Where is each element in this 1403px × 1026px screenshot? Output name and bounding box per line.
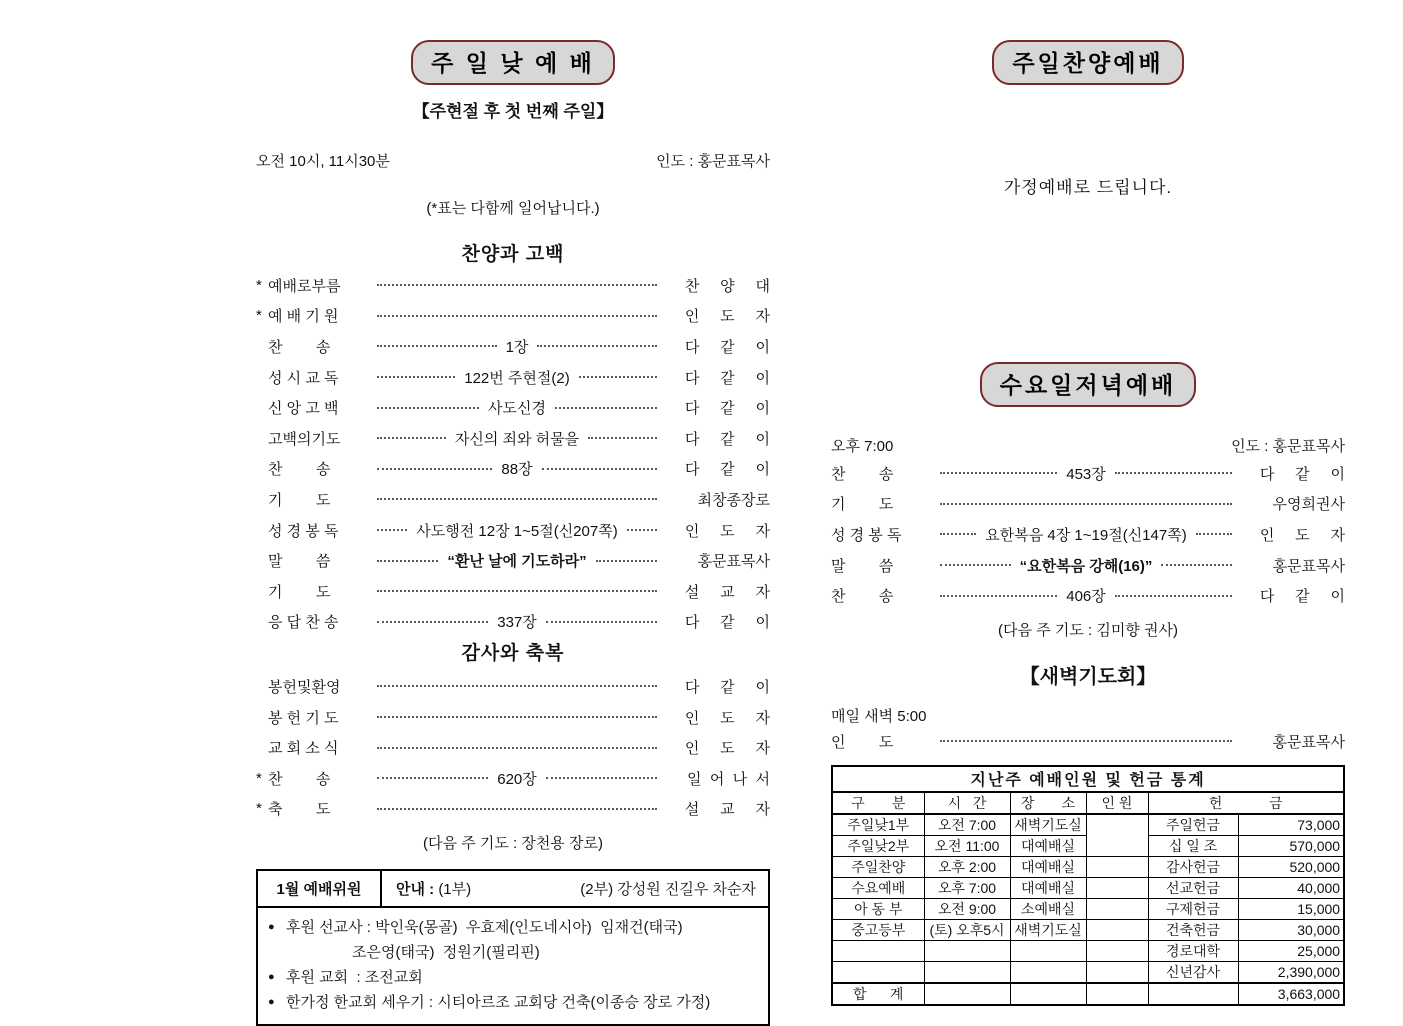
dotted-leader: [377, 777, 488, 779]
service-row: [256, 671, 770, 702]
service-item-label: 성 시 교 독: [268, 369, 339, 387]
dotted-leader: [940, 533, 976, 535]
next-week-prayer-note: (다음 주 기도 : 김미향 권사): [998, 621, 1178, 639]
service-row: [256, 301, 770, 332]
dotted-leader: [940, 740, 1232, 742]
stand-note: (*표는 다함께 일어납니다.): [426, 200, 600, 217]
col-header-time: 시 간: [924, 792, 1010, 814]
cell-offering-amount: 2,390,000: [1238, 961, 1344, 983]
service-item-content: 사도신경: [488, 400, 546, 418]
committee-month-title: 1월 예배위원: [258, 871, 382, 906]
sermon-title: “요한복음 강해(16)”: [1019, 557, 1153, 575]
table-header-row: [832, 792, 1344, 814]
dotted-leader: [377, 747, 657, 749]
service-row: [831, 726, 1345, 757]
service-item-label: 말 씀: [831, 557, 894, 575]
service-row: [256, 362, 770, 393]
section-thanks-blessing: 감사와 축복: [461, 643, 565, 665]
cell-division: [832, 940, 924, 961]
bullet-icon: ●: [268, 971, 275, 984]
service-item-content: 122번 주현절(2): [464, 369, 570, 387]
service-item-label: 기 도: [831, 496, 894, 514]
dotted-leader: [377, 407, 479, 409]
cell-place: [1010, 983, 1086, 1005]
cell-division: [832, 961, 924, 983]
cell-place: 대예배실: [1010, 856, 1086, 877]
dotted-leader: [377, 808, 657, 810]
cell-time: 오후 2:00: [924, 856, 1010, 877]
cell-place: 새벽기도실: [1010, 814, 1086, 836]
service-item-performer: 우영희권사: [1272, 496, 1345, 514]
cell-count: [1086, 919, 1148, 940]
cell-time: [924, 983, 1010, 1005]
table-row: [832, 814, 1344, 836]
service-item-performer: 인 도 자: [1259, 526, 1345, 544]
committee-guide-cell: [382, 871, 768, 906]
service-item-label: 축 도: [268, 801, 331, 819]
table-row: [832, 940, 1344, 961]
table-total-row: [832, 983, 1344, 1005]
dotted-leader: [1115, 472, 1232, 474]
service-item-performer: 다 같 이: [684, 400, 770, 418]
dotted-leader: [377, 345, 497, 347]
service-item-content: 자신의 죄와 허물을: [454, 430, 580, 448]
committee-line-text: 한가정 한교회 세우기 : 시티아르조 교회당 건축(이종승 장로 가정): [286, 994, 711, 1012]
cell-division: 수요예배: [832, 877, 924, 898]
liturgical-week-subtitle: 【주현절 후 첫 번째 주일】: [412, 102, 614, 121]
cell-total-label: 합 계: [832, 983, 924, 1005]
dotted-leader: [377, 315, 657, 317]
cell-offering-name: 십 일 조: [1148, 835, 1238, 856]
sunday-day-title-wrap: [256, 40, 770, 85]
cell-offering-name: 구제헌금: [1148, 898, 1238, 919]
service-item-label: 기 도: [268, 491, 331, 509]
cell-place: [1010, 940, 1086, 961]
service-item-performer: 일 어 나 서: [687, 770, 770, 788]
dotted-leader: [1115, 595, 1232, 597]
dotted-leader: [377, 468, 492, 470]
service-item-label: 찬 송: [268, 461, 331, 479]
sermon-title: “환난 날에 기도하라”: [447, 553, 587, 571]
cell-offering-amount: 30,000: [1238, 919, 1344, 940]
service-item-label: 봉헌및환영: [268, 678, 341, 696]
dotted-leader: [377, 560, 438, 562]
cell-division: 아 동 부: [832, 898, 924, 919]
service-row: [256, 702, 770, 733]
guide-part-first: [396, 878, 471, 899]
service-row: [256, 607, 770, 638]
stand-marker: *: [256, 307, 262, 325]
cell-time: 오전 7:00: [924, 814, 1010, 836]
col-header-place: 장 소: [1010, 792, 1086, 814]
service-row: [256, 392, 770, 423]
service-item-performer: 다 같 이: [684, 614, 770, 632]
committee-line: [268, 965, 760, 990]
dotted-leader: [555, 407, 657, 409]
sunday-day-service-column: [256, 40, 770, 1026]
service-item-label: 신 앙 고 백: [268, 400, 339, 418]
dotted-leader: [627, 529, 657, 531]
cell-offering-amount: 15,000: [1238, 898, 1344, 919]
cell-place: [1010, 961, 1086, 983]
sunday-day-service-title: 주 일 낮 예 배: [411, 40, 615, 85]
service-item-performer: 다 같 이: [1259, 588, 1345, 606]
cell-division: 중고등부: [832, 919, 924, 940]
dotted-leader: [940, 503, 1232, 505]
table-row: [832, 961, 1344, 983]
table-title: 지난주 예배인원 및 헌금 통계: [832, 766, 1344, 792]
committee-line: [268, 915, 760, 940]
service-item-content: 요한복음 4장 1~19절(신147쪽): [985, 526, 1187, 544]
dotted-leader: [377, 529, 407, 531]
service-item-label: 응 답 찬 송: [268, 614, 339, 632]
dotted-leader: [377, 284, 657, 286]
right-column: [831, 40, 1345, 1006]
committee-line-text: 후원 교회 : 조전교회: [286, 969, 423, 987]
dotted-leader: [588, 437, 657, 439]
cell-offering-name: 신년감사: [1148, 961, 1238, 983]
service-item-performer: 다 같 이: [684, 461, 770, 479]
dotted-leader: [1161, 564, 1232, 566]
cell-division: 주일낮2부: [832, 835, 924, 856]
cell-offering-amount: 40,000: [1238, 877, 1344, 898]
cell-offering-amount: 73,000: [1238, 814, 1344, 836]
cell-place: 소예배실: [1010, 898, 1086, 919]
cell-offering-name: 주일헌금: [1148, 814, 1238, 836]
cell-total-amount: 3,663,000: [1238, 983, 1344, 1005]
cell-offering-name: [1148, 983, 1238, 1005]
service-item-content: 620장: [497, 770, 537, 788]
service-item-label: 찬 송: [831, 465, 894, 483]
service-item-label: 고백의기도: [268, 430, 341, 448]
stand-marker: *: [256, 276, 262, 294]
service-item-performer: 다 같 이: [684, 678, 770, 696]
wednesday-service-time: 오후 7:00: [831, 438, 894, 455]
cell-offering-name: 감사헌금: [1148, 856, 1238, 877]
guide-second-service: (2부) 강성원 진길우 차순자: [580, 881, 756, 899]
dawn-prayer-time: 매일 새벽 5:00: [831, 707, 927, 725]
sunday-praise-service-title: 주일찬양예배: [992, 40, 1183, 85]
service-item-label: 찬 송: [268, 770, 331, 788]
cell-time: 오전 9:00: [924, 898, 1010, 919]
table-row: [832, 877, 1344, 898]
dotted-leader: [596, 560, 657, 562]
guide-label: 안내 :: [396, 881, 439, 899]
cell-count: [1086, 814, 1148, 857]
cell-place: 새벽기도실: [1010, 919, 1086, 940]
dotted-leader: [377, 685, 657, 687]
cell-offering-amount: 570,000: [1238, 835, 1344, 856]
cell-offering-name: 경로대학: [1148, 940, 1238, 961]
service-item-performer: 인 도 자: [684, 308, 770, 326]
section-praise-confession: 찬양과 고백: [461, 244, 565, 265]
service-item-performer: 홍문표목사: [697, 553, 771, 571]
service-item-performer: 설 교 자: [684, 583, 770, 601]
service-leader: 인도 : 홍문표목사: [656, 153, 770, 170]
cell-count: [1086, 961, 1148, 983]
service-item-performer: 설 교 자: [684, 801, 770, 819]
guide-first-service: (1부): [438, 881, 472, 899]
cell-offering-name: 선교헌금: [1148, 877, 1238, 898]
cell-count: [1086, 856, 1148, 877]
service-row: [256, 331, 770, 362]
cell-count: [1086, 877, 1148, 898]
dotted-leader: [377, 621, 488, 623]
service-item-content: 453장: [1066, 465, 1106, 483]
service-row: [256, 763, 770, 794]
service-row-sermon: [831, 550, 1345, 581]
dotted-leader: [377, 437, 446, 439]
dawn-prayer-title: 【새벽기도회】: [1019, 665, 1157, 688]
service-item-label: 인 도: [831, 733, 894, 751]
cell-time: (토) 오후5시: [924, 919, 1010, 940]
table-row: [832, 898, 1344, 919]
col-header-count: 인 원: [1086, 792, 1148, 814]
wednesday-evening-service-title: 수요일저녁예배: [980, 362, 1197, 407]
bullet-icon: ●: [268, 921, 275, 934]
dotted-leader: [377, 716, 657, 718]
service-row: [256, 576, 770, 607]
dotted-leader: [537, 345, 657, 347]
service-item-label: 교 회 소 식: [268, 740, 339, 758]
cell-count: [1086, 983, 1148, 1005]
table-row: [832, 919, 1344, 940]
service-item-label: 찬 송: [268, 338, 331, 356]
service-row: [831, 458, 1345, 489]
dotted-leader: [940, 472, 1057, 474]
service-item-performer: 다 같 이: [684, 430, 771, 448]
service-item-performer: 홍문표목사: [1272, 557, 1346, 575]
dotted-leader: [579, 376, 657, 378]
service-item-content: 337장: [497, 614, 537, 632]
committee-body: [258, 908, 768, 1024]
committee-line-text: 조은영(태국) 정원기(필리핀): [352, 944, 540, 962]
service-item-label: 봉 헌 기 도: [268, 709, 339, 727]
dotted-leader: [377, 376, 455, 378]
cell-time: 오후 7:00: [924, 877, 1010, 898]
cell-division: 주일찬양: [832, 856, 924, 877]
dotted-leader: [940, 595, 1057, 597]
col-header-offering: 헌 금: [1148, 792, 1344, 814]
table-title-row: [832, 766, 1344, 792]
committee-line-text: 후원 선교사 : 박인욱(몽골) 우효제(인도네시아) 임재건(태국): [286, 919, 683, 937]
service-item-performer: 최창종장로: [697, 491, 770, 509]
dotted-leader: [940, 564, 1011, 566]
service-item-content: 사도행전 12장 1~5절(신207쪽): [416, 522, 618, 540]
dotted-leader: [377, 590, 657, 592]
dotted-leader: [542, 468, 657, 470]
service-item-label: 예 배 기 원: [268, 308, 339, 326]
wednesday-service-leader: 인도 : 홍문표목사: [1231, 438, 1345, 455]
attendance-offering-table: [831, 765, 1345, 1006]
service-item-performer: 다 같 이: [684, 369, 770, 387]
cell-division: 주일낮1부: [832, 814, 924, 836]
committee-line: [268, 990, 760, 1015]
service-item-label: 찬 송: [831, 588, 894, 606]
service-item-performer: 찬 양 대: [684, 277, 770, 295]
dotted-leader: [546, 621, 657, 623]
wednesday-time-leader-row: [831, 435, 1345, 456]
service-item-label: 기 도: [268, 583, 331, 601]
service-item-content: 88장: [501, 461, 533, 479]
service-row: [256, 270, 770, 301]
service-row: [256, 454, 770, 485]
service-row: [256, 732, 770, 763]
cell-time: 오전 11:00: [924, 835, 1010, 856]
cell-offering-name: 건축헌금: [1148, 919, 1238, 940]
service-row: [831, 519, 1345, 550]
col-header-division: 구 분: [832, 792, 924, 814]
committee-header-row: [258, 871, 768, 908]
service-item-content: 1장: [505, 338, 529, 356]
service-item-content: 406장: [1066, 588, 1106, 606]
cell-place: 대예배실: [1010, 877, 1086, 898]
service-row: [831, 580, 1345, 611]
service-row: [256, 423, 770, 454]
service-time-leader-row: [256, 150, 770, 171]
service-item-performer: 다 같 이: [1259, 465, 1345, 483]
cell-count: [1086, 898, 1148, 919]
service-item-performer: 인 도 자: [684, 709, 770, 727]
service-row: [831, 489, 1345, 520]
service-item-performer: 인 도 자: [684, 740, 770, 758]
service-row-sermon: [256, 545, 770, 576]
cell-offering-amount: 520,000: [1238, 856, 1344, 877]
service-time: 오전 10시, 11시30분: [256, 153, 390, 170]
bullet-icon: ●: [268, 996, 275, 1009]
service-row: [256, 794, 770, 825]
committee-line-continuation: [268, 940, 760, 965]
dotted-leader: [1196, 533, 1232, 535]
service-item-label: 예배로부름: [268, 277, 341, 295]
family-worship-note: 가정예배로 드립니다.: [1003, 178, 1173, 197]
cell-place: 대예배실: [1010, 835, 1086, 856]
wednesday-title-wrap: [831, 362, 1345, 407]
service-item-performer: 인 도 자: [684, 522, 770, 540]
sunday-praise-title-wrap: [831, 40, 1345, 85]
cell-time: [924, 940, 1010, 961]
cell-count: [1086, 940, 1148, 961]
service-item-label: 성 경 봉 독: [831, 526, 902, 544]
cell-offering-amount: 25,000: [1238, 940, 1344, 961]
service-item-performer: 홍문표목사: [1272, 733, 1345, 751]
cell-time: [924, 961, 1010, 983]
service-row: [256, 484, 770, 515]
service-row: [256, 515, 770, 546]
service-item-label: 성 경 봉 독: [268, 522, 339, 540]
service-item-performer: 다 같 이: [684, 338, 770, 356]
table-row: [832, 856, 1344, 877]
dotted-leader: [546, 777, 657, 779]
service-item-label: 말 씀: [268, 553, 331, 571]
dotted-leader: [377, 498, 657, 500]
next-week-prayer-note: (다음 주 기도 : 장천용 장로): [423, 835, 603, 853]
worship-committee-box: [256, 869, 770, 1026]
stand-marker: *: [256, 769, 262, 787]
stand-marker: *: [256, 800, 262, 818]
